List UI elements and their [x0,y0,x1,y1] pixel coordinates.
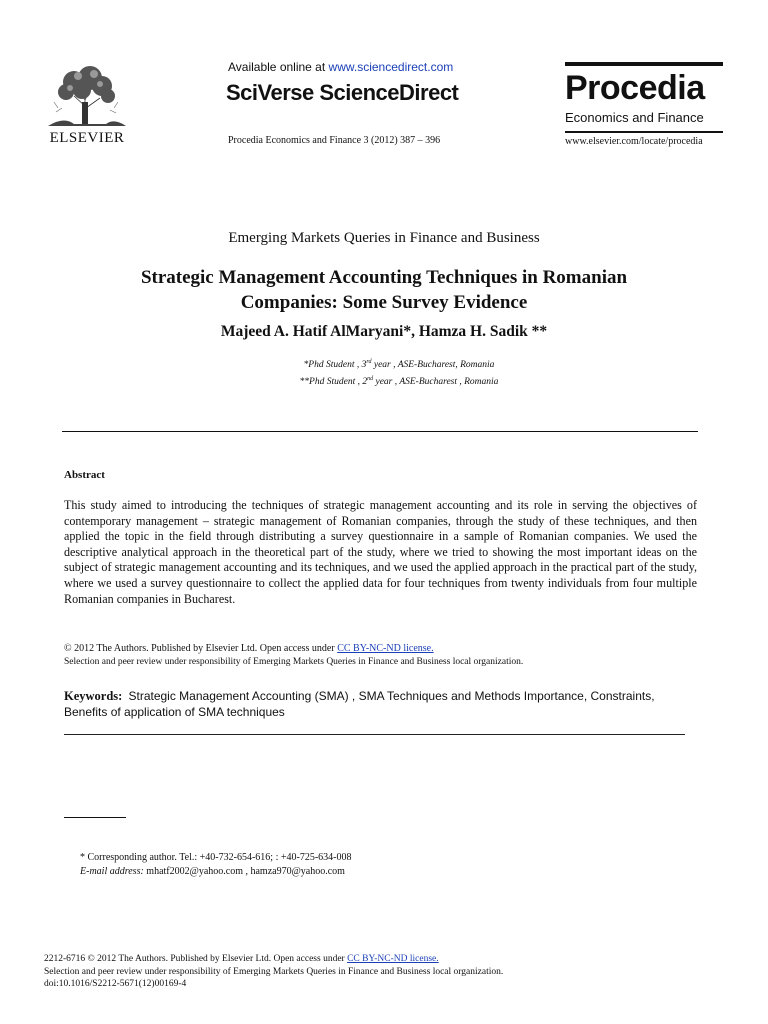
abstract-text: This study aimed to introducing the techniques of strategic management accounting and its role in serving the objectives of contemporary management – strategic management of Romanian companies, through the study of these techniques, and then applied the topic in the field through distributing a survey questionnaire in a sample of Romanian companies. We used the descriptive analytical approach in the theoretical part of the study, where we tried to showing the most important ideas on the subject of strategic management accounting and its techniques, and we used the applied approach in the practical part of the study, where we used a survey questionnaire to collect the applied data for four techniques from twenty individuals from four multiple Romanian companies in Bucharest. [64,498,697,606]
abstract-selection-note: Selection and peer review under responsibility of Emerging Markets Queries in Finance and Business local organization. [64,657,524,667]
author-list: Majeed A. Hatif AlMaryani*, Hamza H. Sadik ** [220,323,548,340]
page-footer [44,953,503,991]
corresponding-author [80,851,351,878]
footnote-divider [64,817,126,818]
journal-brand: Procedia [565,69,705,107]
license-link[interactable]: CC BY-NC-ND license. [337,643,434,654]
publisher-name: ELSEVIER [49,130,125,146]
abstract-copyright [64,643,434,654]
keywords-text: Strategic Management Accounting (SMA) , SMA Techniques and Methods Importance, Constraints, Benefits of application of SMA techniques [64,689,655,719]
platform-name: SciVerse ScienceDirect [226,80,459,105]
title-line-2: Companies: Some Survey Evidence [240,292,528,313]
affiliation-2: **Phd Student , 2nd year , ASE-Bucharest , Romania [299,376,499,388]
journal-brand-subtitle: Economics and Finance [565,110,704,125]
email-label: E-mail address: [80,865,144,877]
header-divider [62,431,698,432]
footer-selection: Selection and peer review under responsibility of Emerging Markets Queries in Finance and Business local organization. [44,966,504,977]
keywords [64,688,664,720]
abstract-heading: Abstract [64,469,105,481]
conference-name: Emerging Markets Queries in Finance and Business [228,230,540,246]
affiliations [0,355,768,389]
available-online-line [228,60,453,74]
procedia-brand [565,62,725,147]
footer-doi: doi:10.1016/S2212-5671(12)00169-4 [44,979,187,990]
copyright-text: © 2012 The Authors. Published by Elsevier Ltd. Open access under [64,643,335,654]
brand-bottom-bar [565,131,723,133]
elsevier-tree-icon [44,62,130,128]
sciencedirect-link[interactable]: www.sciencedirect.com [328,60,454,74]
keywords-label: Keywords: [64,689,123,703]
brand-top-bar [565,62,723,66]
journal-reference: Procedia Economics and Finance 3 (2012) 387 – 396 [228,135,441,146]
footer-license-link[interactable]: CC BY-NC-ND license. [347,954,439,964]
email-value: mhatf2002@yahoo.com , hamza970@yahoo.com [146,865,345,877]
available-prefix: Available online at [228,60,326,74]
keywords-divider [64,734,685,735]
corresponding-phone: * Corresponding author. Tel.: +40-732-654-616; : +40-725-634-008 [80,852,352,863]
elsevier-logo [44,62,130,147]
paper-title [60,265,708,315]
journal-url[interactable]: www.elsevier.com/locate/procedia [565,136,703,147]
affiliation-1: *Phd Student , 3rd year , ASE-Bucharest, Romania [303,359,495,371]
title-line-1: Strategic Management Accounting Techniques in Romanian [140,267,628,288]
footer-issn: 2212-6716 © 2012 The Authors. Published by Elsevier Ltd. Open access under CC BY-NC-ND license. [44,954,439,964]
corresponding-email [80,865,351,879]
